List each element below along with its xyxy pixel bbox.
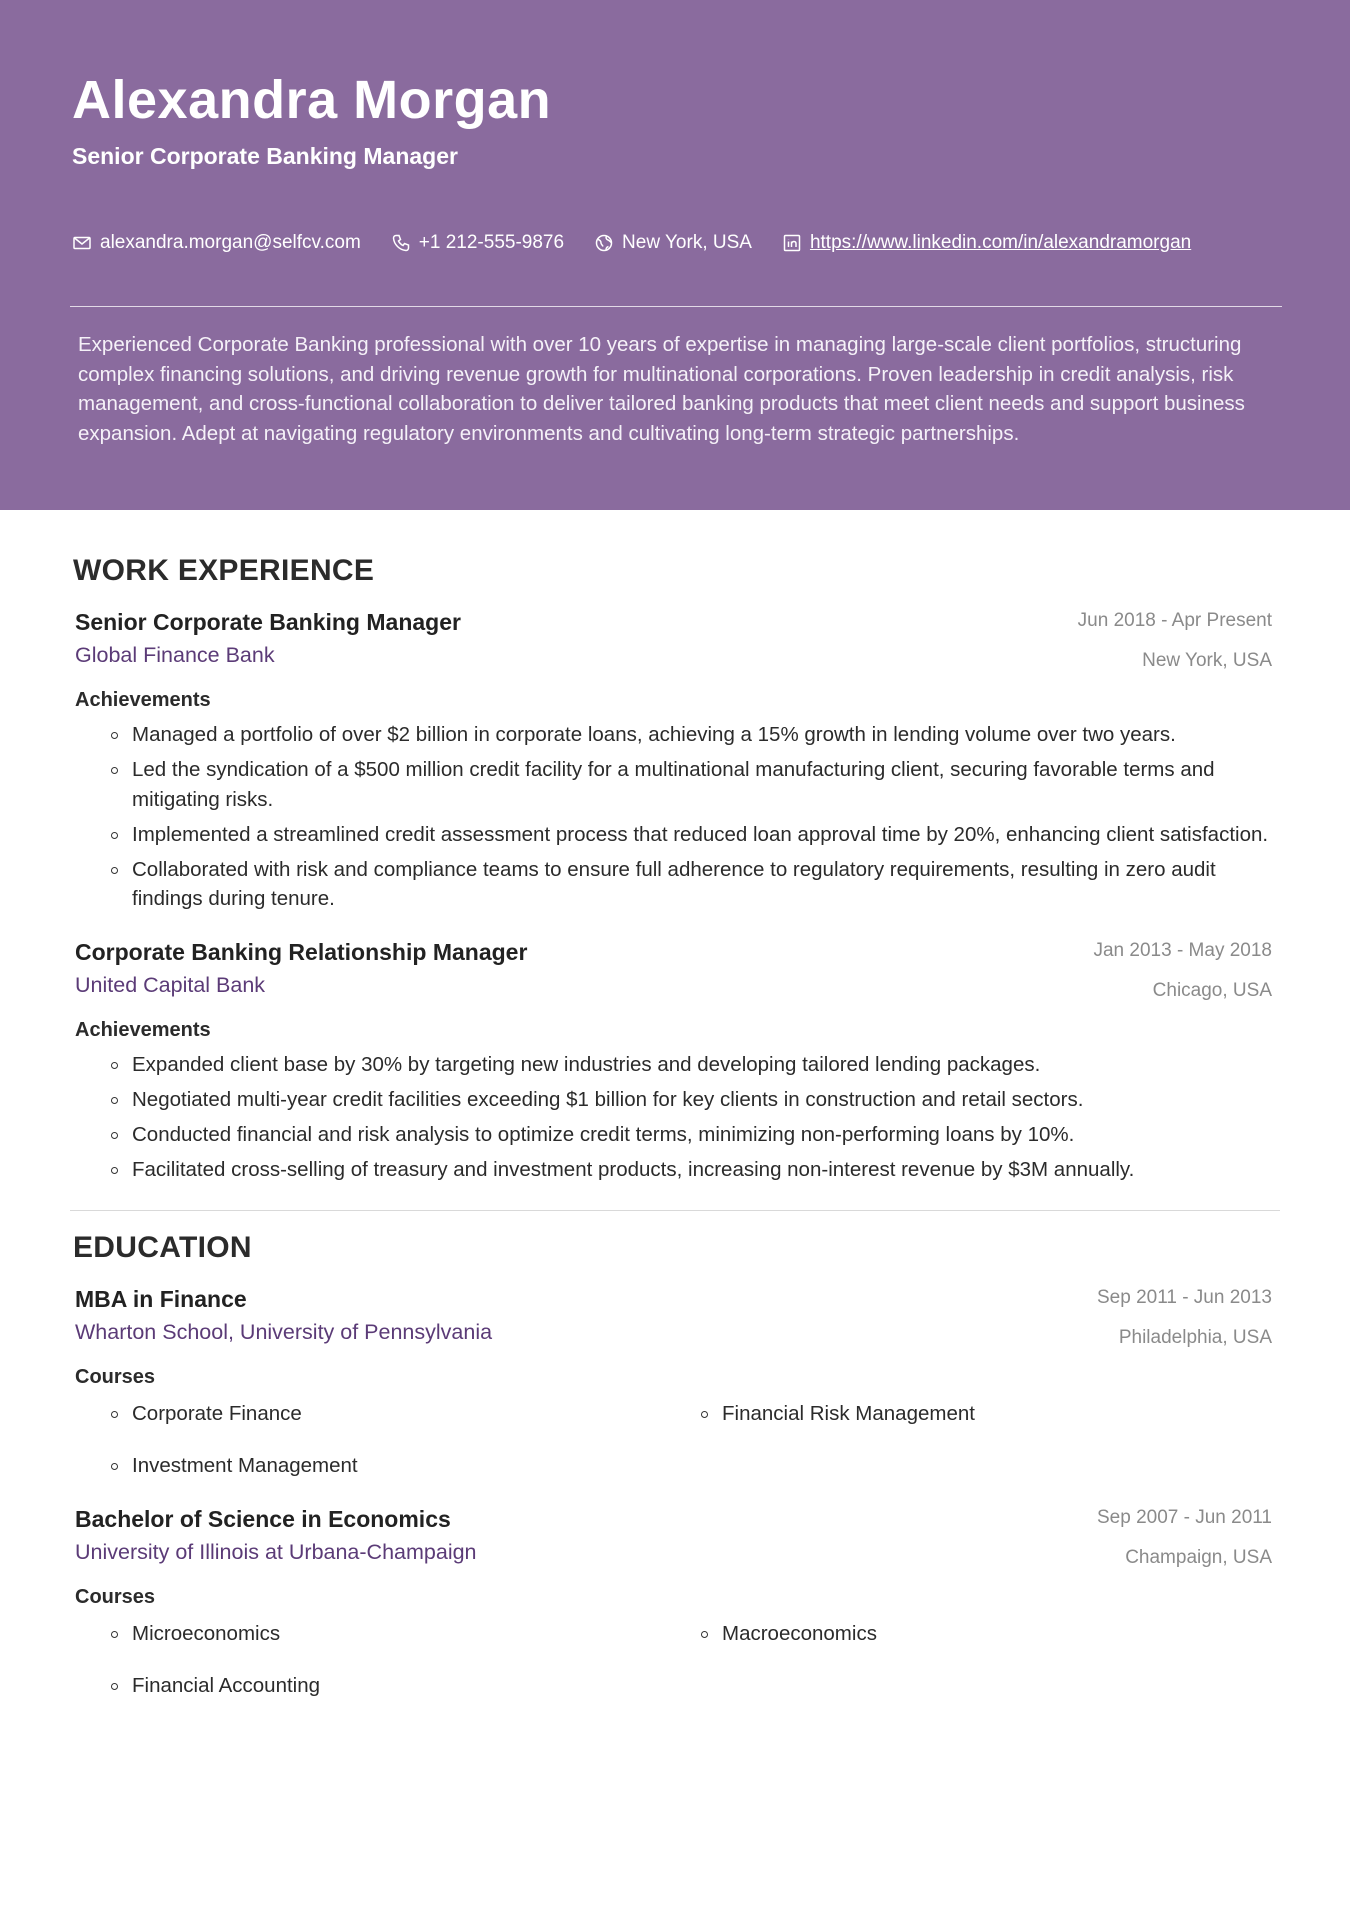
profile-summary: Experienced Corporate Banking professional with over 10 years of expertise in managing large-scale client portfolios, structuring complex financing solutions, and driving revenue growth for multinational corporations. Proven leadership in credit analysis, risk management, and cross-functional collaboration to deliver tailored banking products that meet client needs and support business expansion. Adept at navigating regulatory environments and cultivating long-term strategic partnerships. xyxy=(78,333,1245,445)
education-entry xyxy=(73,1503,1276,1701)
list-item: Led the syndication of a $500 million credit facility for a multinational manufacturing client, securing favorable terms and mitigating risks. xyxy=(132,755,1276,814)
contact-email[interactable] xyxy=(72,232,361,254)
contact-phone[interactable] xyxy=(391,232,564,254)
job-entry xyxy=(73,606,1276,914)
achievements-heading: Achievements xyxy=(75,689,211,711)
course-item: Financial Risk Management xyxy=(722,1399,1276,1429)
contact-linkedin[interactable] xyxy=(782,232,1191,254)
phone-icon xyxy=(391,233,411,253)
job-location: Chicago, USA xyxy=(1152,979,1272,1001)
candidate-role: Senior Corporate Banking Manager xyxy=(72,142,458,169)
mail-icon xyxy=(72,233,92,253)
resume-body xyxy=(0,510,1350,1701)
work-experience-heading: WORK EXPERIENCE xyxy=(73,554,375,587)
resume-header xyxy=(0,0,1350,510)
degree-title: MBA in Finance xyxy=(75,1286,247,1312)
candidate-name: Alexandra Morgan xyxy=(72,70,552,130)
education-location: Philadelphia, USA xyxy=(1118,1327,1272,1348)
education-dates: Sep 2007 - Jun 2011 xyxy=(1096,1507,1272,1528)
job-location: New York, USA xyxy=(1142,650,1272,671)
education-meta xyxy=(1097,1503,1272,1573)
list-item: Expanded client base by 30% by targeting new industries and developing tailored lending packages. xyxy=(132,1050,1276,1080)
achievements-list xyxy=(75,1050,1276,1185)
location-text: New York, USA xyxy=(622,231,752,253)
achievements-heading: Achievements xyxy=(75,1018,211,1041)
list-item: Facilitated cross-selling of treasury and investment products, increasing non-interest revenue by $3M annually. xyxy=(132,1155,1276,1185)
courses-list xyxy=(75,1619,1276,1701)
course-item: Financial Accounting xyxy=(132,1671,722,1701)
phone-text: +1 212-555-9876 xyxy=(418,231,565,253)
list-item: Managed a portfolio of over $2 billion in corporate loans, achieving a 15% growth in lending volume over two years. xyxy=(132,720,1276,750)
list-item: Conducted financial and risk analysis to optimize credit terms, minimizing non-performing loans by 10%. xyxy=(132,1120,1276,1150)
job-title: Senior Corporate Banking Manager xyxy=(75,609,461,635)
education-heading: EDUCATION xyxy=(73,1231,252,1264)
section-divider xyxy=(70,1210,1280,1211)
degree-title: Bachelor of Science in Economics xyxy=(75,1506,451,1532)
globe-icon xyxy=(594,233,614,253)
education-entry xyxy=(73,1283,1276,1481)
education-location: Champaign, USA xyxy=(1125,1547,1272,1568)
school-name: University of Illinois at Urbana-Champaign xyxy=(75,1540,477,1564)
list-item: Implemented a streamlined credit assessment process that reduced loan approval time by 20%, enhancing client satisfaction. xyxy=(132,820,1276,850)
job-company: Global Finance Bank xyxy=(75,643,275,667)
contact-location xyxy=(594,232,752,254)
job-entry xyxy=(73,936,1276,1185)
courses-heading: Courses xyxy=(75,1366,156,1388)
course-item: Corporate Finance xyxy=(132,1399,722,1429)
education-meta xyxy=(1097,1283,1272,1353)
list-item: Negotiated multi-year credit facilities exceeding $1 billion for key clients in construction and retail sectors. xyxy=(132,1085,1276,1115)
job-meta xyxy=(1078,606,1272,676)
achievements-list xyxy=(75,720,1276,914)
courses-list xyxy=(75,1399,1276,1481)
linkedin-link[interactable]: https://www.linkedin.com/in/alexandramorgan xyxy=(809,231,1192,253)
job-dates: Jun 2018 - Apr Present xyxy=(1077,610,1272,631)
job-meta xyxy=(1093,936,1272,1006)
contact-row xyxy=(72,232,1278,254)
job-title: Corporate Banking Relationship Manager xyxy=(75,938,528,965)
list-item: Collaborated with risk and compliance teams to ensure full adherence to regulatory requirements, resulting in zero audit findings during tenure. xyxy=(132,855,1276,914)
course-item: Investment Management xyxy=(132,1451,722,1481)
courses-heading: Courses xyxy=(75,1586,156,1608)
school-name: Wharton School, University of Pennsylvania xyxy=(75,1320,493,1344)
job-dates: Jan 2013 - May 2018 xyxy=(1093,939,1272,961)
course-item: Microeconomics xyxy=(132,1619,722,1649)
header-divider xyxy=(70,306,1282,307)
course-item: Macroeconomics xyxy=(722,1619,1276,1649)
linkedin-icon xyxy=(782,233,802,253)
email-text: alexandra.morgan@selfcv.com xyxy=(100,231,361,253)
job-company: United Capital Bank xyxy=(75,972,266,997)
education-dates: Sep 2011 - Jun 2013 xyxy=(1096,1287,1272,1308)
